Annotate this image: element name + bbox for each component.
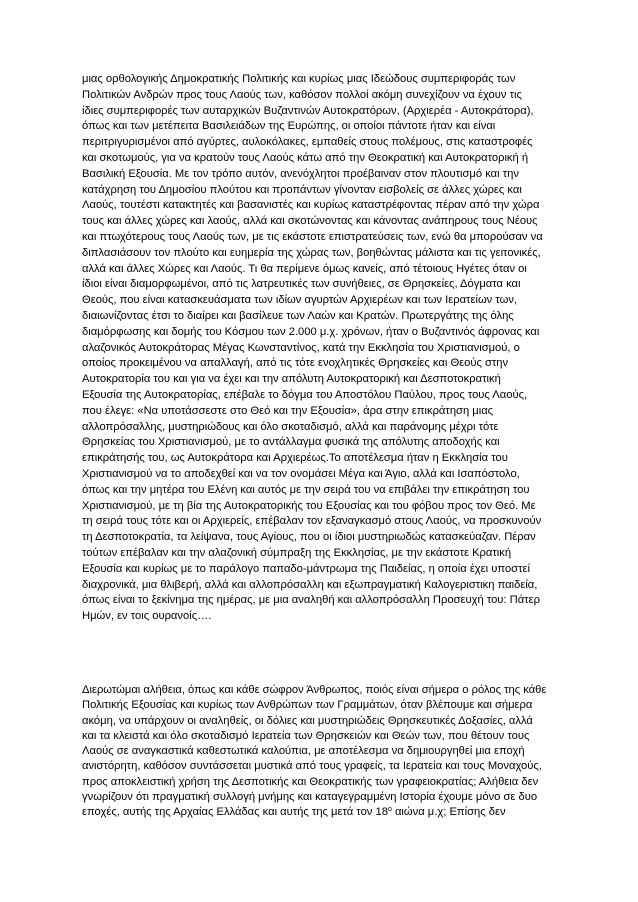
text-line: τους και άλλες χώρες και λαούς, αλλά και σκοτώνοντας και κάνοντας ανάπηρους τους Νέους — [82, 215, 538, 228]
text-line: Πολιτικής Εξουσίας και κυρίως των Ανθρώπων των Γραμμάτων, όταν βλέπουμε και σήμερα — [82, 699, 533, 712]
text-line: ίδιες συμπεριφορές των αυταρχικών Βυζαντινών Αυτοκρατόρων, (Αρχιερέα - Αυτοκράτορα), — [82, 104, 534, 117]
superscript: ο — [387, 806, 392, 814]
text-line: Λαούς σε αναγκαστικά καθεστωτικά καλούπια, με αποτέλεσμα να δημιουργηθεί μια εποχή — [82, 745, 525, 758]
paragraph-1 — [82, 72, 557, 625]
text-line: όπως είναι το ξεκίνημα της ημέρας, με μια αναληθή και αλλοπρόσαλλη Προσευχή του: Πάτερ — [82, 594, 540, 607]
text-line: αλαζονικός Αυτοκράτορας Μέγας Κωνσταντίνος, κατά την Εκκλησία του Χριστιανισμού, ο — [82, 341, 520, 354]
text-line: κατάχρηση του Δημοσίου πλούτου και προπάντων γίνονταν εισβολείς σε άλλες χώρες και — [82, 183, 522, 196]
text-line: διαχρονικά, μια θλιβερή, αλλά και αλλοπρόσαλλη και εξωπραγματική Καλογεριστικη παιδεία, — [82, 578, 538, 591]
paragraph-2 — [82, 683, 557, 821]
text-line: και πτωχότερους τους Λαούς των, με τις εκάστοτε επιστρατεύσεις των, ενώ θα μπορούσαν να — [82, 230, 543, 243]
text-line: Χριστιανισμού να το αποδεχθεί και να τον ονομάσει Μέγα και Άγιο, αλλά και Ισαπόστολο, — [82, 467, 520, 480]
text-fragment: εποχές, αυτής της Αρχαίας Ελλάδας και αυτής της μετά τον 18 — [82, 806, 388, 819]
text-line: τούτων επέβαλαν και την αλαζονική σύμπραξη της Εκκλησίας, με την εκάστοτε Κρατική — [82, 546, 512, 559]
text-line: όπως και των μετέπειτα Βασιλειάδων της Ευρώπης, οι οποίοι πάντοτε ήταν και είναι — [82, 120, 496, 133]
text-line: Αυτοκρατορία του και για να έχει και την απόλυτη Αυτοκρατορική και Δεσποτοκρατική — [82, 373, 501, 386]
text-line: τη σειρά τους τότε και οι Αρχιερείς, επέβαλαν τον εξαναγκασμό στους Λαούς, να προσκυνούν — [82, 515, 542, 528]
text-line: διαμόρφωσης και δομής του Κόσμου των 2.000 μ.χ. χρόνων, ήταν ο Βυζαντινός άφρονας και — [82, 325, 540, 338]
text-line: που έλεγε: «Να υποτάσσεστε στο Θεό και την Εξουσία», άρα στην επικράτηση μιας — [82, 404, 494, 417]
text-line: προς αποκλειστική χρήση της Δεσποτικής και Θεοκρατικής των γραφειοκρατίας; Αλήθεια δεν — [82, 775, 539, 788]
text-line: και σκοτωμούς, για να κρατούν τους Λαούς κάτω από την Θεοκρατική και Αυτοκρατορική ή — [82, 151, 529, 164]
text-line: Θεούς, που είναι κατασκευάσματα των ιδίων αγυρτών Αρχιερέων και των Ιερατείων των, — [82, 294, 518, 307]
text-line: επικράτησής του, ως Αυτοκράτορα και Αρχιερέως.Το αποτέλεσμα ήταν η Εκκλησία του — [82, 452, 508, 465]
text-line: Θρησκείας του Χριστιανισμού, με το αντάλλαγμα φυσικά της απόλυτης αποδοχής και — [82, 436, 500, 449]
text-line: Εξουσία και κυρίως με το παράλογο παπαδο-μάντρωμα της Παιδείας, η οποία έχει υποστεί — [82, 562, 530, 575]
text-line-last — [82, 805, 557, 820]
text-line: Πολιτικών Ανδρών προς τους Λαούς των, καθόσον πολλοί ακόμη συνεχίζουν να έχουν τις — [82, 88, 522, 101]
text-line: Λαούς, τουτέστι κατακτητές και βασανιστές και κυρίως καταστρέφοντας πέραν από την χώρα — [82, 199, 540, 212]
text-line: Χριστιανισμού, με τη βία της Αυτοκρατορικής του Εξουσίας και του φόβου προς τον Θεό. Με — [82, 499, 536, 512]
text-line: αλλά και άλλες Χώρες και Λαούς. Τι θα περίμενε όμως κανείς, από τέτοιους Ηγέτες όταν οι — [82, 262, 527, 275]
text-line: διαιωνίζοντας έτσι το διαίρει και βασίλευε των Λαών και Κρατών. Πρωτεργάτης της όλης — [82, 309, 514, 322]
text-line: ακόμη, να υπάρχουν οι αναληθείς, οι δόλιες και μυστηριώδεις Θρησκευτικές Δοξασίες, αλλά — [82, 714, 533, 727]
text-line: γνωρίζουν ότι πραγματική συλλογή μνήμης και καταγεγραμμένη Ιστορία έχουμε μόνο σε δυο — [82, 791, 538, 804]
text-line: όπως και την μητέρα του Ελένη και αυτός με την σειρά του να επιβάλει την επικράτηση του — [82, 483, 530, 496]
text-line: Βασιλική Εξουσία. Με τον τρόπο αυτόν, ανενόχλητοι προέβαιναν στον πλουτισμό και την — [82, 167, 519, 180]
text-line: ίδιοι είναι διαμορφωμένοι, από τις λατρευτικές των συνήθειες, σε Θρησκείες, Δόγματα και — [82, 278, 521, 291]
text-line: αλλοπρόσαλλης, μυστηριώδους και όλο σκοταδισμό, αλλά και παράνομης μέχρι τότε — [82, 420, 499, 433]
text-line: οποίος προκειμένου να απαλλαγή, από τις τότε ενοχλητικές Θρησκείες και Θεούς στην — [82, 357, 509, 370]
text-line: Ημών, εν τοις ουρανοίς…. — [82, 610, 212, 623]
text-line: διπλασιάσουν τον πλούτο και ευημερία της χώρας των, βοηθώντας μάλιστα και τις γειτονικές, — [82, 246, 541, 259]
text-line: περιτριγυρισμένοι από αγύρτες, αυλοκόλακες, εμπαθείς στους πολέμους, στις καταστροφές — [82, 136, 533, 149]
text-line: Εξουσία της Αυτοκρατορίας, επέβαλε το δόγμα του Αποστόλου Παύλου, προς τους Λαούς, — [82, 388, 528, 401]
text-fragment: αιώνα μ.χ; Επίσης δεν — [391, 806, 506, 819]
text-line: τη Δεσποτοκρατία, τα λείψανα, τους Αγίους, που οι ίδιοι μυστηριωδώς κατασκεύαζαν. Πέραν — [82, 531, 536, 544]
text-line: ανιστόρητη, καθόσον συντάσσεται μυστικά από τους γραφείς, τα Ιερατεία και τους Μοναχούς, — [82, 760, 542, 773]
text-line: και τα κλειστά και όλο σκοταδισμό Ιερατεία των Θρησκειών και Θεών των, που θέτουν τους — [82, 729, 530, 742]
text-line: Διερωτώμαι αλήθεια, όπως και κάθε σώφρον Άνθρωπος, ποιός είναι σήμερα ο ρόλος της κάθε — [82, 684, 547, 696]
text-line: μιας ορθολογικής Δημοκρατικής Πολιτικής και κυρίως μιας Ιδεώδους συμπεριφοράς των — [82, 73, 516, 85]
